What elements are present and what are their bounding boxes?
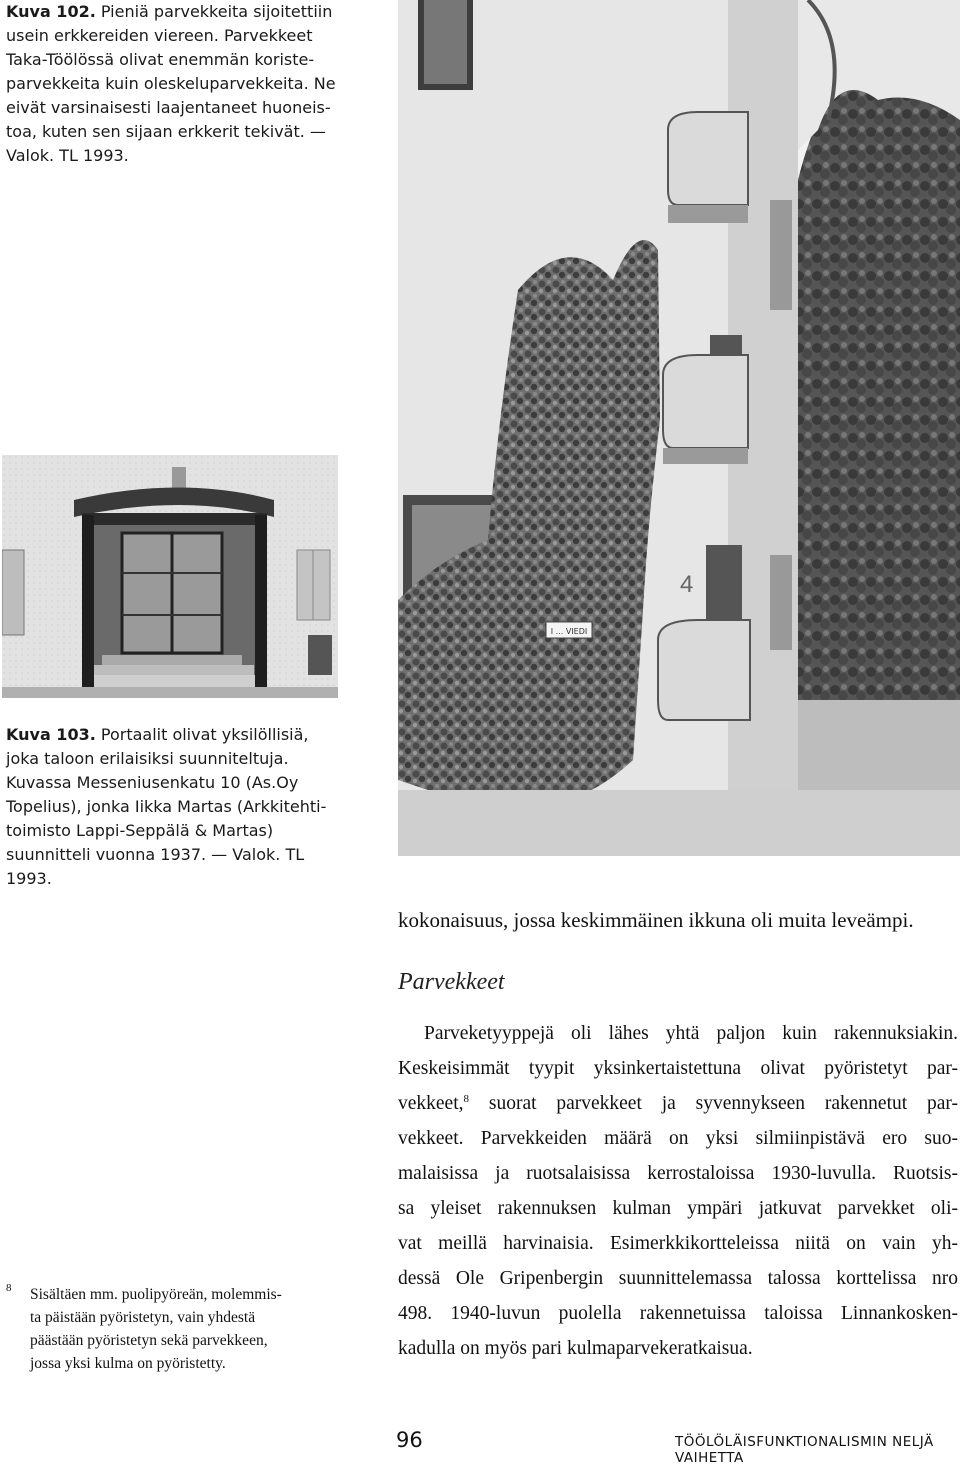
caption-line: usein erkkereiden viereen. Parvekkeet [6, 26, 313, 45]
photo-entrance-portal [2, 455, 338, 698]
house-number: 4 [680, 571, 694, 598]
caption-label: Kuva 102. [6, 2, 96, 21]
body-line: malaisissa ja ruotsalaisissa kerrostaloissa 1930-luvulla. Ruotsis- [398, 1163, 958, 1184]
body-line: Parveketyyppejä oli lähes yhtä paljon kuin rakennuksiakin. [424, 1023, 958, 1044]
photo-building-balconies [398, 0, 960, 856]
body-line: 498. 1940-luvun puolella rakennetuissa taloissa Linnankosken- [398, 1303, 958, 1324]
page-number: 96 [396, 1428, 423, 1452]
caption-figure-103 [6, 723, 341, 891]
body-carryover-line: kokonaisuus, jossa keskimmäinen ikkuna oli muita leveämpi. [398, 908, 914, 932]
body-line: vat meillä harvinaisia. Esimerkkikortteleissa niitä on vain yh- [398, 1233, 958, 1254]
footnote [6, 1282, 342, 1375]
caption-line: toa, kuten sen sijaan erkkerit tekivät. — [6, 122, 326, 141]
caption-line: Valok. TL 1993. [6, 146, 129, 165]
caption-label: Kuva 103. [6, 725, 96, 744]
body-line-part: vekkeet, [398, 1093, 464, 1114]
caption-line: Pieniä parvekkeita sijoitettiin [95, 2, 333, 21]
caption-line: 1993. [6, 869, 52, 888]
caption-line: Kuvassa Messeniusenkatu 10 (As.Oy [6, 773, 299, 792]
body-paragraph [398, 1016, 958, 1366]
footnote-line: Sisältäen mm. puolipyöreän, molemmis- [30, 1286, 282, 1303]
running-title: TÖÖLÖLÄISFUNKTIONALISMIN NELJÄ VAIHETTA [675, 1434, 934, 1466]
caption-line: Taka-Töölössä olivat enemmän koriste- [6, 50, 315, 69]
body-line: kadulla on myös pari kulmaparvekeratkaisua. [398, 1338, 753, 1359]
body-line: Keskeisimmät tyypit yksinkertaistettuna olivat pyöristetyt par- [398, 1058, 958, 1079]
body-line: dessä Ole Gripenbergin suunnittelemassa talossa korttelissa nro [398, 1268, 958, 1289]
caption-figure-102 [6, 0, 346, 168]
caption-line: Portaalit olivat yksilöllisiä, [95, 725, 309, 744]
body-line [398, 1086, 958, 1121]
caption-line: Topelius), jonka Iikka Martas (Arkkitehti- [6, 797, 327, 816]
footnote-reference[interactable]: 8 [463, 1093, 470, 1105]
caption-line: eivät varsinaisesti laajentaneet huoneis- [6, 98, 331, 117]
caption-line: parvekkeita kuin oleskeluparvekkeita. Ne [6, 74, 336, 93]
caption-line: joka taloon erilaisiksi suunniteltuja. [6, 749, 289, 768]
caption-line: suunnitteli vuonna 1937. — Valok. TL [6, 845, 305, 864]
body-line: sa yleiset rakennuksen kulman ympäri jatkuvat parvekket oli- [398, 1198, 958, 1219]
footnote-line: jossa yksi kulma on pyöristetty. [30, 1355, 226, 1372]
wall-sign-text: I ... VIEDI [550, 627, 588, 636]
footnote-line: ta päistään pyöristetyn, vain yhdestä [30, 1309, 256, 1326]
caption-line: toimisto Lappi-Seppälä & Martas) [6, 821, 274, 840]
footnote-number: 8 [6, 1282, 12, 1294]
body-line: vekkeet. Parvekkeiden määrä on yksi silmiinpistävä ero suo- [398, 1128, 958, 1149]
body-line-part: suorat parvekkeet ja syvennykseen rakennetut par- [488, 1093, 958, 1114]
section-heading: Parvekkeet [398, 969, 505, 995]
footnote-line: päästään pyöristetyn sekä parvekkeen, [30, 1332, 268, 1349]
